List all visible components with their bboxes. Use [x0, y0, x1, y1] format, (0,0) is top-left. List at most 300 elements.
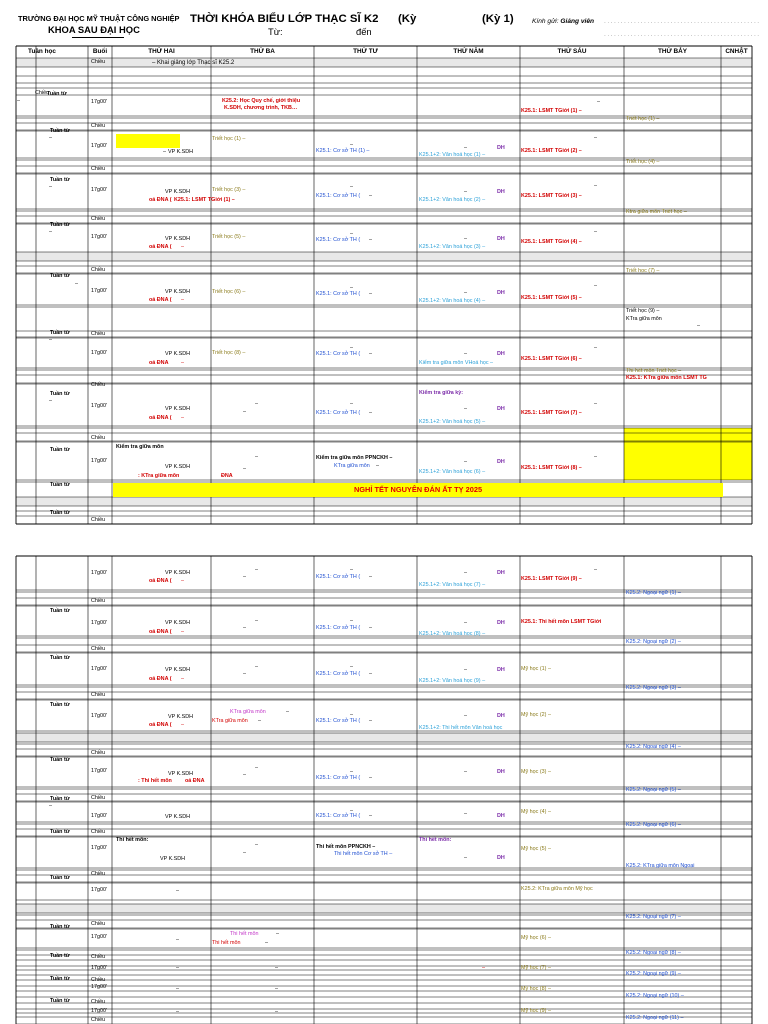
- cell-dash: –: [594, 567, 597, 573]
- cell-dash: –: [275, 1009, 278, 1015]
- cell-dash: –: [350, 567, 353, 573]
- cell-vp: VP K.SDH: [165, 667, 191, 673]
- cell-tuan-tu: Tuần từ: [50, 998, 70, 1004]
- cell-vp: VP K.SDH: [165, 814, 191, 820]
- cell-dash: –: [243, 671, 246, 677]
- schedule-entry: K25.2: Ngoại ngữ (2) –: [626, 639, 681, 645]
- cell-vp: VP K.SDH: [165, 351, 191, 357]
- schedule-entry: Triết học (6) –: [212, 289, 246, 295]
- cell-dh: DH: [497, 855, 505, 861]
- cell-time: 17g00': [91, 934, 108, 940]
- cell-oa-dna: oá ĐNA (: [149, 197, 172, 203]
- cell-oa-dna-short: oá ĐNA: [149, 360, 169, 366]
- cell-dh: DH: [497, 290, 505, 296]
- cell-vp: VP K.SDH: [165, 464, 191, 470]
- cell-dh: DH: [497, 189, 505, 195]
- cell-dash: –: [243, 466, 246, 472]
- schedule-entry: Mỹ học (7) –: [521, 965, 551, 971]
- cell-dash: –: [369, 625, 372, 631]
- cell-dash: –: [276, 931, 279, 937]
- cell-oa-dna: oá ĐNA (: [149, 297, 172, 303]
- schedule-entry: K25.2: Ngoại ngữ (11) –: [626, 1015, 684, 1021]
- cell-chieu: Chiều: [91, 750, 106, 756]
- cell-dash: –: [594, 183, 597, 189]
- cell-tuan-tu: Tuần từ: [50, 273, 70, 279]
- cell-vp: VP K.SDH: [165, 189, 191, 195]
- cell-chieu: Chiều: [91, 921, 106, 927]
- schedule-entry: K25.1: Cơ sở TH (: [316, 410, 361, 416]
- cell-dash: –: [255, 401, 258, 407]
- cell-dash: –: [369, 671, 372, 677]
- cell-dash: –: [594, 283, 597, 289]
- cell-vp: VP K.SDH: [168, 714, 194, 720]
- schedule-entry: K25.1+2: Văn hoá học (4) –: [419, 298, 486, 304]
- cell-dash: –: [176, 986, 179, 992]
- cell-time: 17g00': [91, 1008, 108, 1014]
- cell-dash: –: [369, 193, 372, 199]
- cell-dash: –: [464, 811, 467, 817]
- cell-dh: DH: [497, 570, 505, 576]
- schedule-entry: K25.2: Ngoại ngữ (4) –: [626, 744, 681, 750]
- schedule-entry: Mỹ học (4) –: [521, 809, 551, 815]
- schedule-entry: Triết học (1) –: [626, 116, 660, 122]
- schedule-entry: Mỹ học (1) –: [521, 666, 551, 672]
- schedule-entry: K25.1: LSMT TGiới (5) –: [521, 295, 582, 301]
- schedule-entry: K25.1: Cơ sở TH (: [316, 291, 361, 297]
- schedule-entry: K25.2: Ngoại ngữ (7) –: [626, 914, 681, 920]
- cell-dash: –: [369, 237, 372, 243]
- cell-vp: VP K.SDH: [165, 236, 191, 242]
- col-header-tuesday: THỨ BA: [250, 48, 275, 55]
- cell-dash: –: [255, 765, 258, 771]
- schedule-entry: K25.1: Cơ sở TH (: [316, 775, 361, 781]
- col-header-sunday: CNHẬT: [725, 48, 748, 55]
- cell-dash: –: [697, 323, 700, 329]
- schedule-entry: K25.2: Ngoại ngữ (6) –: [626, 822, 681, 828]
- cell-oa-dna: oá ĐNA (: [149, 676, 172, 682]
- schedule-entry: K25.1+2: Văn hoá học (2) –: [419, 197, 486, 203]
- department-name: KHOA SAU ĐẠI HỌC: [48, 24, 140, 35]
- schedule-entry: Triết học (4) –: [626, 159, 660, 165]
- term-label: (Kỳ 1): [482, 13, 514, 25]
- cell-time: 17g00': [91, 713, 108, 719]
- cell-tuan-tu: Tuần từ: [50, 482, 70, 488]
- cell-dash: –: [243, 625, 246, 631]
- schedule-entry: Mỹ học (8) –: [521, 986, 551, 992]
- cell-time: 17g00': [91, 458, 108, 464]
- cell-dash: –: [376, 463, 379, 469]
- schedule-entry: K25.1+2: Văn hoá học (7) –: [419, 582, 486, 588]
- cell-chieu: Chiều: [91, 216, 106, 222]
- cell-dash: –: [350, 231, 353, 237]
- schedule-entry: K25.1: LSMT TGiới (8) –: [521, 465, 582, 471]
- term-open: (Kỳ: [398, 13, 417, 25]
- schedule-entry: K25.1: LSMT TGiới (4) –: [521, 239, 582, 245]
- schedule-entry: K25.1: LSMT TGiới (1) –: [174, 197, 235, 203]
- schedule-entry: K25.2: Ngoại ngữ (3) –: [626, 685, 681, 691]
- cell-dash: –: [350, 664, 353, 670]
- schedule-entry: K25.1+2: Thi hết môn Văn hoá học: [419, 725, 503, 731]
- cell-dash: –: [464, 236, 467, 242]
- cell-dash: –: [255, 664, 258, 670]
- schedule-entry: Triết học (3) –: [212, 187, 246, 193]
- cell-dash: –: [594, 135, 597, 141]
- schedule-entry: K25.2: Ngoại ngữ (10) –: [626, 993, 684, 999]
- schedule-entry: K25.1: LSMT TGiới (7) –: [521, 410, 582, 416]
- cell-vp: VP K.SDH: [165, 406, 191, 412]
- schedule-entry: K25.2: Ngoại ngữ (9) –: [626, 971, 681, 977]
- cell-time: 17g00': [91, 99, 108, 105]
- cell-dash: –: [369, 410, 372, 416]
- cell-dash: –: [181, 360, 184, 366]
- cell-dh: DH: [497, 769, 505, 775]
- col-header-friday: THỨ SÁU: [557, 48, 587, 55]
- date-from-label: Từ:: [268, 26, 283, 37]
- schedule-entry: K25.2: Ngoại ngữ (5) –: [626, 787, 681, 793]
- cell-dash: –: [49, 229, 52, 235]
- cell-dash: –: [350, 285, 353, 291]
- schedule-entry: K25.1: Cơ sở TH (: [316, 574, 361, 580]
- cell-chieu: Chiều: [91, 829, 106, 835]
- cell-oa-dna: oá ĐNA (: [149, 629, 172, 635]
- cell-dash: –: [275, 965, 278, 971]
- recipient-dots-2: ...............................................: [604, 31, 761, 38]
- cell-time: 17g00': [91, 845, 108, 851]
- cell-dh: DH: [497, 406, 505, 412]
- cell-vp: VP K.SDH: [165, 570, 191, 576]
- cell-time: 17g00': [91, 143, 108, 149]
- cell-oa-dna: oá ĐNA (: [149, 722, 172, 728]
- schedule-entry: K25.1: Cơ sở TH (: [316, 625, 361, 631]
- schedule-entry: Thi hết môn Triết học –: [626, 368, 682, 374]
- cell-time: 17g00': [91, 187, 108, 193]
- schedule-entry: KTra giữa môn: [212, 718, 248, 724]
- schedule-entry: Thi hết môn:: [419, 837, 452, 843]
- cell-time: 17g00': [91, 768, 108, 774]
- cell-chieu: Chiều: [91, 954, 106, 960]
- cell-time: 17g00': [91, 288, 108, 294]
- schedule-entry: ĐNA: [221, 473, 233, 479]
- cell-oa-dna: oá ĐNA (: [149, 415, 172, 421]
- cell-tuan-tu: Tuần từ: [50, 702, 70, 708]
- schedule-entry: K25.1: LSMT TGiới (2) –: [521, 148, 582, 154]
- cell-chieu: Chiều: [91, 435, 106, 441]
- cell-dash: –: [255, 567, 258, 573]
- schedule-entry: K25.1: Cơ sở TH (: [316, 351, 361, 357]
- cell-dh: DH: [497, 236, 505, 242]
- cell-chieu: Chiều: [91, 331, 106, 337]
- schedule-entry: K25.2: Ngoại ngữ (1) –: [626, 590, 681, 596]
- cell-dash: –: [464, 713, 467, 719]
- cell-tuan-tu: Tuần từ: [50, 655, 70, 661]
- cell-dash: –: [181, 629, 184, 635]
- cell-chieu: Chiều: [91, 517, 106, 523]
- cell-dash: –: [464, 570, 467, 576]
- cell-time: 17g00': [91, 965, 108, 971]
- cell-dash: –: [594, 229, 597, 235]
- cell-vp: VP K.SDH: [168, 771, 194, 777]
- schedule-entry: K25.1: Cơ sở TH (: [316, 193, 361, 199]
- cell-dash: –: [350, 345, 353, 351]
- cell-dash: –: [369, 775, 372, 781]
- schedule-entry: Triết học (7) –: [626, 268, 660, 274]
- recipient-dots-1: ...............................................: [604, 18, 761, 25]
- cell-dash: –: [464, 406, 467, 412]
- cell-dash: –: [369, 718, 372, 724]
- cell-dash: –: [464, 667, 467, 673]
- cell-vp: VP K.SDH: [160, 856, 186, 862]
- cell-tuan-tu: Tuần từ: [50, 757, 70, 763]
- cell-dash: –: [265, 940, 268, 946]
- cell-dash: –: [350, 712, 353, 718]
- cell-dh: DH: [497, 459, 505, 465]
- cell-time: 17g00': [91, 620, 108, 626]
- schedule-entry: K25.2: Học Quy chế, giới thiệu: [222, 98, 301, 104]
- cell-chieu: Chiều: [91, 267, 106, 273]
- schedule-entry: K25.1: Cơ sở TH (: [316, 718, 361, 724]
- cell-dash: –: [350, 401, 353, 407]
- cell-dash: –: [255, 842, 258, 848]
- event-text: – Khai giảng lớp Thạc sĩ K25.2: [152, 60, 235, 66]
- cell-tuan-tu: Tuần từ: [50, 222, 70, 228]
- col-header-saturday: THỨ BẢY: [657, 48, 688, 55]
- cell-dash: –: [49, 803, 52, 809]
- cell-dash: –: [597, 99, 600, 105]
- date-to-label: đến: [356, 26, 372, 37]
- cell-tuan-tu: Tuần từ: [50, 829, 70, 835]
- session-label: Chiều: [91, 59, 106, 65]
- cell-time: 17g00': [91, 403, 108, 409]
- cell-dash: –: [176, 937, 179, 943]
- cell-tuan-tu: Tuần từ: [50, 976, 70, 982]
- cell-vp: VP K.SDH: [168, 149, 194, 155]
- cell-tuan-tu: Tuần từ: [50, 796, 70, 802]
- schedule-entry: K25.2: KTra giữa môn Ngoại: [626, 863, 695, 869]
- col-header-wednesday: THỨ TƯ: [353, 48, 378, 55]
- cell-dash: –: [243, 850, 246, 856]
- cell-dash: –: [75, 281, 78, 287]
- cell-dash: –: [464, 620, 467, 626]
- cell-dash: –: [176, 888, 179, 894]
- schedule-entry: KTra giữa môn: [230, 709, 266, 715]
- schedule-entry: K25.1: LSMT TGiới (1) –: [521, 108, 582, 114]
- schedule-entry: Kiểm tra giữa môn PPNCKH –: [316, 455, 393, 461]
- recipient-label: Kính gửi: Giảng viên: [532, 18, 595, 25]
- cell-dash: –: [49, 337, 52, 343]
- cell-dash: –: [255, 618, 258, 624]
- cell-chieu: Chiều: [91, 871, 106, 877]
- schedule-entry: Kiểm tra giữa môn: [116, 444, 164, 450]
- cell-time: 17g00': [91, 350, 108, 356]
- schedule-entry: K25.1: LSMT TGiới (9) –: [521, 576, 582, 582]
- cell-dash: –: [49, 398, 52, 404]
- cell-dash: –: [350, 142, 353, 148]
- schedule-entry: K25.1+2: Văn hoá học (3) –: [419, 244, 486, 250]
- cell-dash: –: [464, 145, 467, 151]
- cell-dash: –: [594, 401, 597, 407]
- cell-dash: –: [464, 855, 467, 861]
- schedule-entry: Triết học (1) –: [212, 136, 246, 142]
- cell-dash: –: [464, 189, 467, 195]
- cell-dash: –: [243, 772, 246, 778]
- cell-time: 17g00': [91, 813, 108, 819]
- cell-tuan-tu: Tuần từ: [50, 330, 70, 336]
- cell-dash: –: [464, 290, 467, 296]
- cell-time: 17g00': [91, 984, 108, 990]
- schedule-entry: Mỹ học (5) –: [521, 846, 551, 852]
- schedule-entry: K25.2: KTra giữa môn Mỹ học: [521, 886, 593, 892]
- schedule-entry: K25.1+2: Văn hoá học (9) –: [419, 678, 486, 684]
- cell-dh: DH: [497, 813, 505, 819]
- schedule-entry: Mỹ học (3) –: [521, 769, 551, 775]
- cell-dash: –: [181, 297, 184, 303]
- holiday-banner: NGHỈ TẾT NGUYÊN ĐÁN ẤT TỴ 2025: [113, 483, 723, 497]
- cell-time: 17g00': [91, 234, 108, 240]
- cell-oa-dna: oá ĐNA (: [149, 578, 172, 584]
- cell-dash: –: [369, 574, 372, 580]
- cell-dash: –: [255, 454, 258, 460]
- schedule-entry: K25.1+2: Văn hoá học (1) –: [419, 152, 486, 158]
- schedule-entry: K25.1: Cơ sở TH (: [316, 237, 361, 243]
- cell-tuan-tu: Tuần từ: [50, 128, 70, 134]
- schedule-entry: K25.1+2: Văn hoá học (5) –: [419, 419, 486, 425]
- cell-dash: –: [181, 244, 184, 250]
- cell-dash: –: [243, 409, 246, 415]
- schedule-entry: K25.1: Cơ sở TH (: [316, 671, 361, 677]
- cell-dash: –: [181, 722, 184, 728]
- col-header-monday: THỨ HAI: [148, 48, 175, 55]
- cell-chieu: Chiều: [91, 999, 106, 1005]
- cell-tuan-tu: Tuần từ: [50, 391, 70, 397]
- schedule-entry: : KTra giữa môn: [138, 473, 180, 479]
- schedule-entry: K25.1: KTra giữa môn LSMT TG: [626, 375, 707, 381]
- cell-dash: –: [176, 965, 179, 971]
- cell-tuan-tu: Tuần từ: [50, 510, 70, 516]
- col-header-session: Buổi: [92, 48, 108, 55]
- schedule-entry: Kiểm tra giữa môn VHoá học –: [419, 360, 494, 366]
- schedule-entry: Mỹ học (9) –: [521, 1008, 551, 1014]
- cell-dash: –: [176, 1009, 179, 1015]
- cell-oa-dna: oá ĐNA (: [149, 244, 172, 250]
- cell-vp: VP K.SDH: [165, 289, 191, 295]
- cell-dash: –: [482, 965, 485, 971]
- cell-tuan-tu: Tuần từ: [47, 91, 67, 97]
- cell-dash: –: [350, 769, 353, 775]
- cell-dash: –: [286, 709, 289, 715]
- cell-dash: –: [350, 184, 353, 190]
- cell-dh: DH: [497, 351, 505, 357]
- schedule-entry: K25.1: LSMT TGiới (3) –: [521, 193, 582, 199]
- cell-dh: DH: [497, 145, 505, 151]
- cell-time: 17g00': [91, 666, 108, 672]
- cell-dash: –: [369, 291, 372, 297]
- cell-dash: –: [350, 618, 353, 624]
- schedule-entry: Kiểm tra giữa kỳ:: [419, 390, 464, 396]
- cell-time: 17g00': [91, 887, 108, 893]
- cell-dash: –: [243, 574, 246, 580]
- cell-chieu: Chiều: [91, 795, 106, 801]
- schedule-entry: Thi hết môn PPNCKH –: [316, 844, 376, 850]
- col-header-thursday: THỨ NĂM: [453, 48, 484, 55]
- cell-tuan-tu: Tuần từ: [50, 924, 70, 930]
- cell-chieu: Chiều: [91, 598, 106, 604]
- cell-dash: –: [594, 454, 597, 460]
- cell-chieu: Chiều: [91, 692, 106, 698]
- cell-dash: –: [181, 676, 184, 682]
- cell-dash: –: [49, 135, 52, 141]
- cell-chieu: Chiều: [35, 90, 50, 96]
- schedule-entry: K.SDH, chương trình, TKB…: [224, 105, 298, 111]
- cell-tuan-tu: Tuần từ: [50, 953, 70, 959]
- cell-dash: –: [464, 769, 467, 775]
- schedule-entry: K25.1: LSMT TGiới (6) –: [521, 356, 582, 362]
- col-header-week: Tuần học: [28, 48, 56, 55]
- page-title: THỜI KHÓA BIỂU LỚP THẠC SĨ K2: [190, 13, 379, 25]
- schedule-entry: Triết học (8) –: [212, 350, 246, 356]
- cell-chieu: Chiều: [91, 1017, 106, 1023]
- schedule-entry: KTra giữa môn: [626, 316, 662, 322]
- cell-vp: VP K.SDH: [165, 620, 191, 626]
- school-name: TRƯỜNG ĐẠI HỌC MỸ THUẬT CÔNG NGHIỆP: [18, 14, 180, 23]
- cell-tuan-tu: Tuần từ: [50, 875, 70, 881]
- cell-chieu: Chiều: [91, 382, 106, 388]
- cell-tuan-tu: Tuần từ: [50, 608, 70, 614]
- cell-dash: –: [275, 986, 278, 992]
- cell-time: 17g00': [91, 570, 108, 576]
- schedule-entry: Mỹ học (6) –: [521, 935, 551, 941]
- cell-dash: –: [49, 184, 52, 190]
- schedule-entry: Thi hết môn: [212, 940, 241, 946]
- schedule-entry: K25.2: Ngoại ngữ (8) –: [626, 950, 681, 956]
- cell-dash: –: [181, 578, 184, 584]
- cell-dash: –: [181, 415, 184, 421]
- schedule-entry: Thi hết môn Cơ sở TH –: [334, 851, 393, 857]
- cell-dh: DH: [497, 713, 505, 719]
- schedule-entry: K25.1+2: Văn hoá học (6) –: [419, 469, 486, 475]
- schedule-entry: Triết học (9) –: [626, 308, 660, 314]
- schedule-entry: Thi hết môn:: [116, 837, 149, 843]
- cell-tuan-tu: Tuần từ: [50, 447, 70, 453]
- cell-chieu: Chiều: [91, 977, 106, 983]
- cell-chieu: Chiều: [91, 646, 106, 652]
- schedule-entry: Ktra giữa môn Triết học –: [626, 209, 687, 215]
- schedule-entry: K25.1+2: Văn hoá học (8) –: [419, 631, 486, 637]
- schedule-entry: : Thi hết môn: [138, 778, 172, 784]
- schedule-entry: Mỹ học (2) –: [521, 712, 551, 718]
- cell-oa-dna-short: oá ĐNA: [185, 778, 205, 784]
- cell-dash: –: [350, 808, 353, 814]
- schedule-entry: KTra giữa môn: [334, 463, 370, 469]
- schedule-entry: Thi hết môn: [230, 931, 259, 937]
- cell-dash: –: [369, 351, 372, 357]
- cell-dash: –: [464, 459, 467, 465]
- cell-dh: DH: [497, 667, 505, 673]
- schedule-entry: K25.1: Cơ sở TH (1) –: [316, 148, 370, 154]
- schedule-entry: K25.1: Thi hết môn LSMT TGiới: [521, 619, 602, 625]
- cell-dash: –: [464, 351, 467, 357]
- cell-dash: –: [163, 149, 166, 155]
- schedule-entry: K25.1: Cơ sở TH (: [316, 813, 361, 819]
- cell-tuan-tu: Tuần từ: [50, 177, 70, 183]
- cell-dash: –: [369, 813, 372, 819]
- schedule-entry: Triết học (5) –: [212, 234, 246, 240]
- cell-dash: –: [258, 718, 261, 724]
- cell-chieu: Chiều: [91, 166, 106, 172]
- cell-chieu: Chiều: [91, 123, 106, 129]
- cell-dh: DH: [497, 620, 505, 626]
- cell-dash: –: [594, 345, 597, 351]
- cell-dash: –: [17, 98, 20, 104]
